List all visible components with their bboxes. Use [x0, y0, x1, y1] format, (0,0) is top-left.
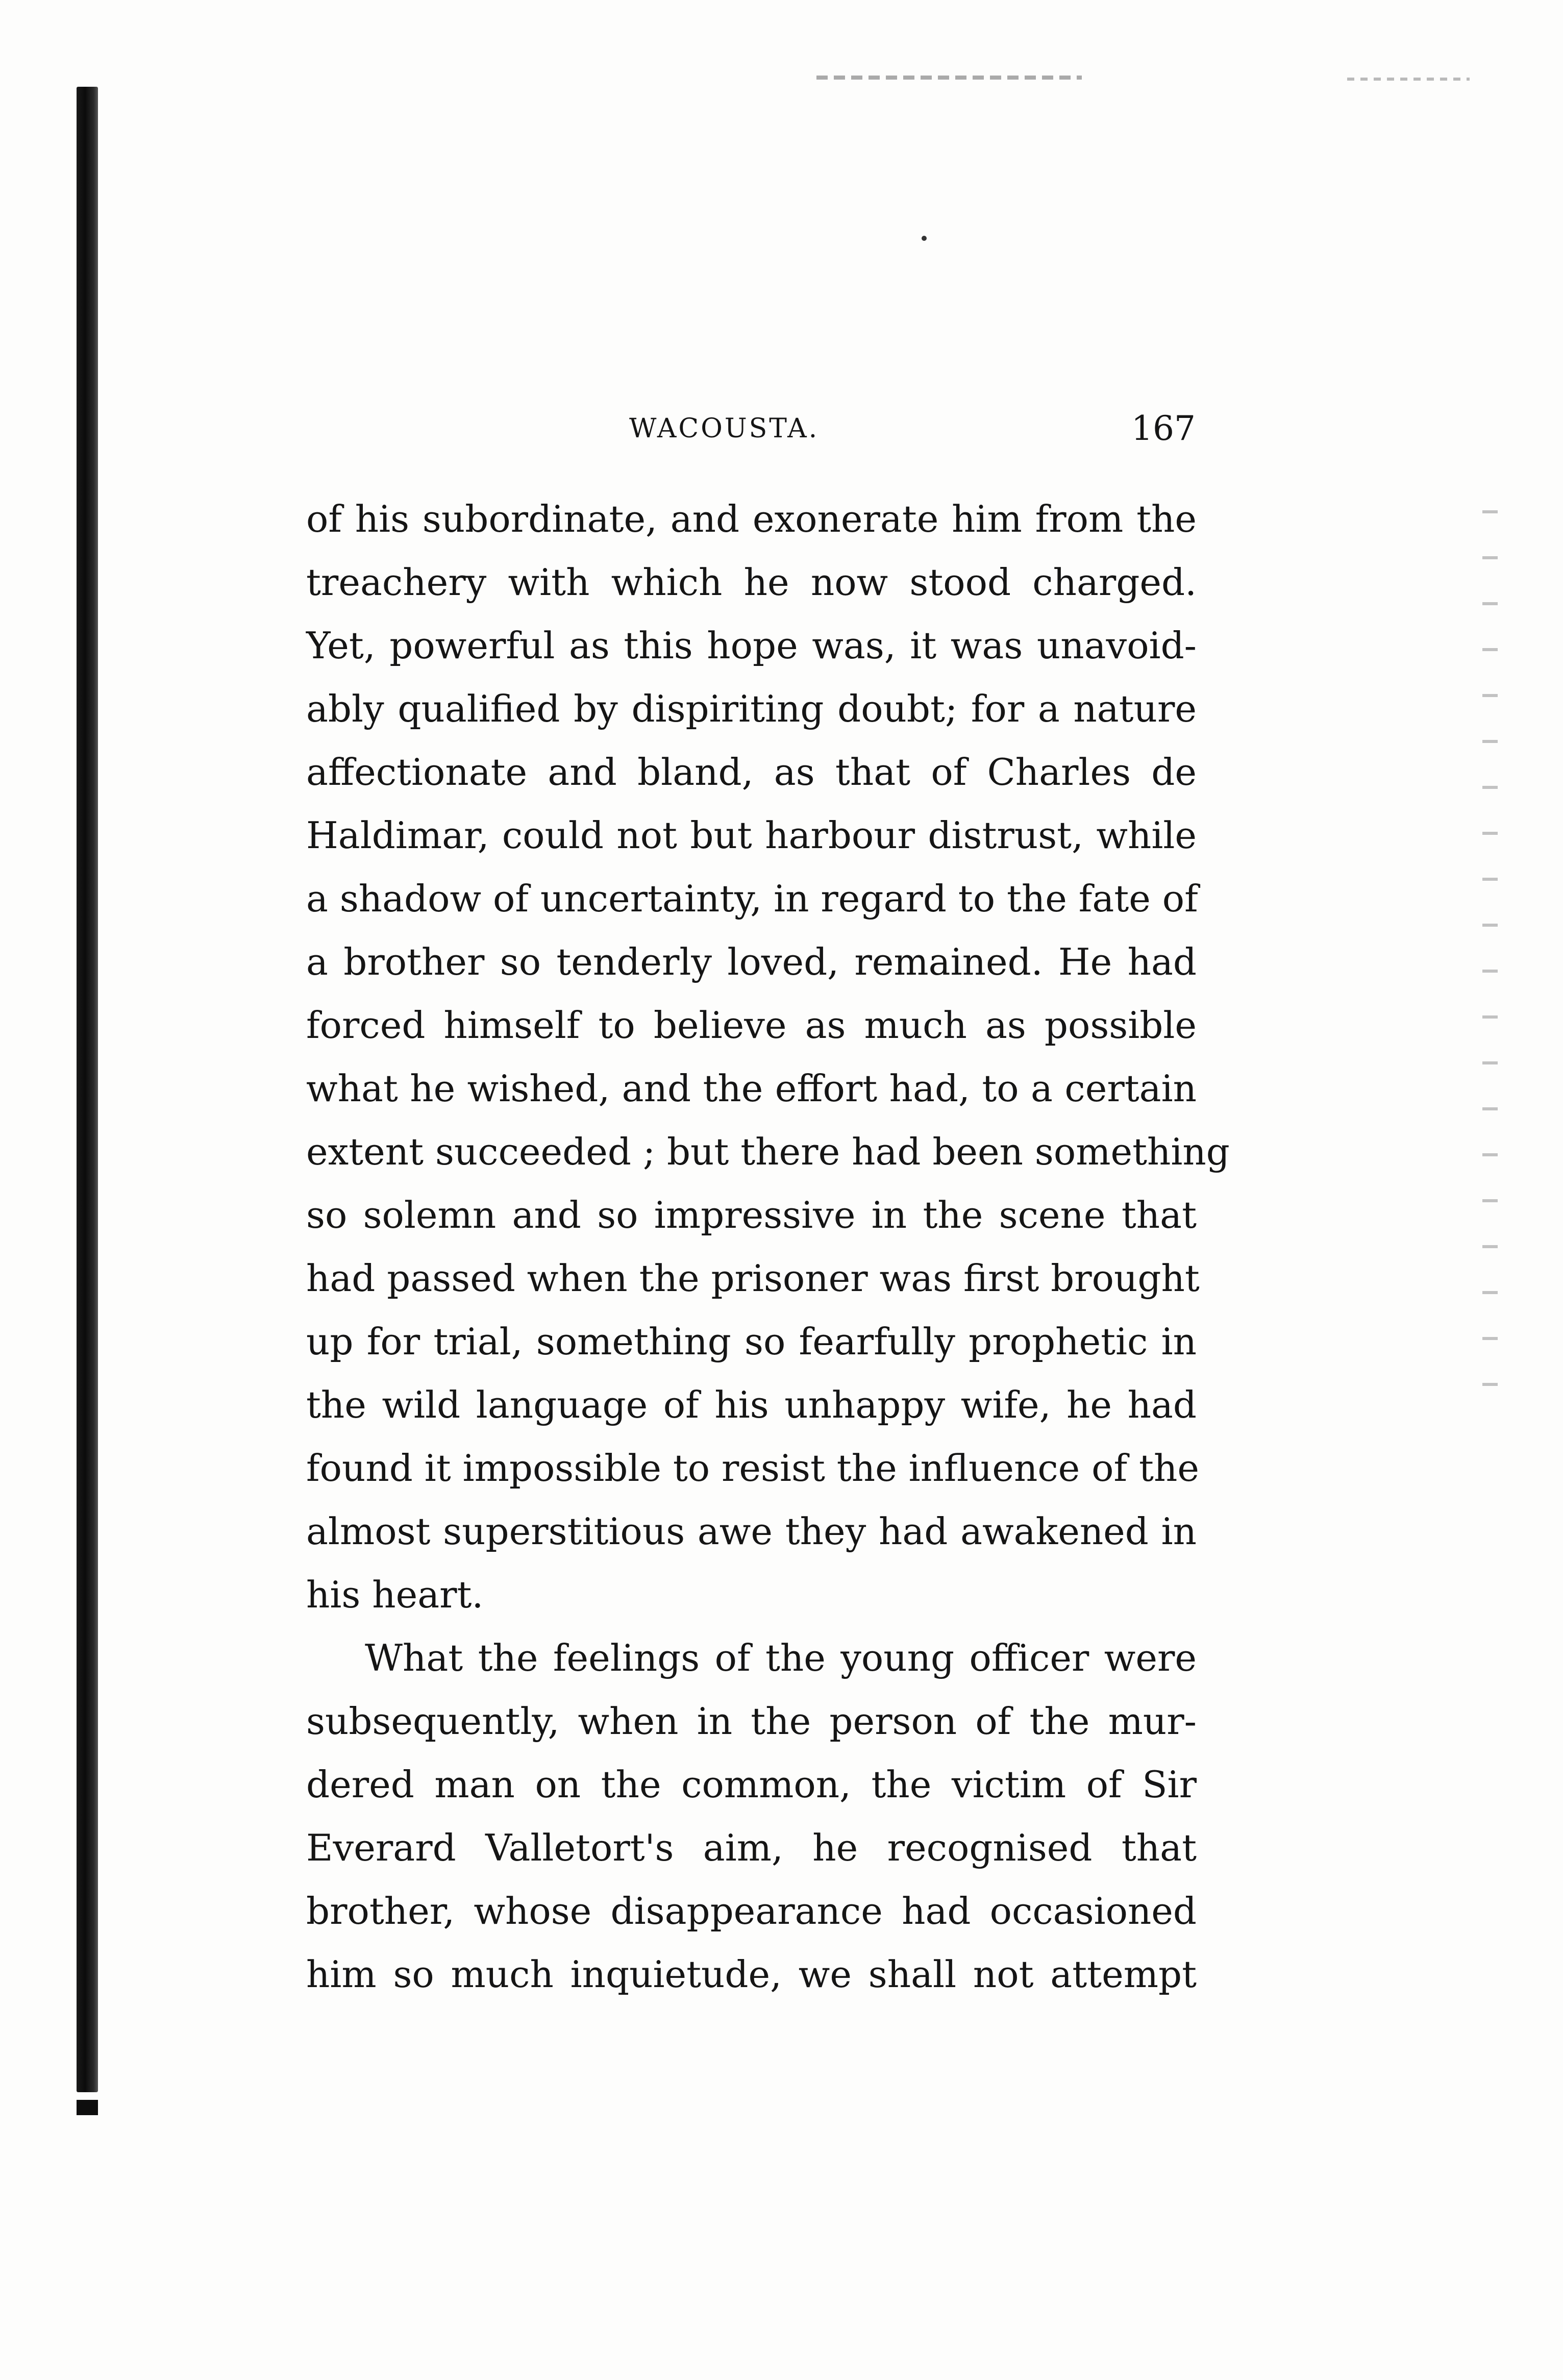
scan-speckle — [1482, 510, 1498, 1429]
text-line: Everard Valletort's aim, he recognised that — [306, 1826, 1197, 1869]
paragraph-2 — [306, 1626, 1197, 2006]
text-line: What the feelings of the young officer were — [365, 1637, 1197, 1679]
text-line: of his subordinate, and exonerate him from the — [306, 498, 1197, 540]
text-line: brother, whose disappearance had occasioned — [306, 1890, 1197, 1932]
ink-dot — [922, 236, 927, 241]
text-line: what he wished, and the effort had, to a certain — [306, 1067, 1197, 1110]
text-line: had passed when the prisoner was first brought — [306, 1257, 1200, 1300]
text-line: his heart. — [306, 1573, 484, 1616]
running-header — [629, 408, 1196, 449]
text-line: extent succeeded ; but there had been something — [306, 1130, 1230, 1173]
text-line: him so much inquietude, we shall not attempt — [306, 1953, 1197, 1996]
scan-smudge — [816, 76, 1082, 80]
body-text — [306, 487, 1230, 2006]
text-line: a shadow of uncertainty, in regard to the fate of — [306, 877, 1198, 920]
text-line: up for trial, something so fearfully prophetic in — [306, 1320, 1197, 1363]
text-line: forced himself to believe as much as possible — [306, 1004, 1197, 1047]
page-number: 167 — [1131, 409, 1196, 448]
binding-notch — [77, 2100, 98, 2115]
text-line: Haldimar, could not but harbour distrust, while — [306, 814, 1197, 857]
paragraph-1 — [306, 487, 1230, 1626]
text-line: affectionate and bland, as that of Charles de — [306, 751, 1197, 794]
running-title: WACOUSTA. — [629, 413, 820, 444]
binding-edge — [77, 87, 98, 2092]
text-line: ably qualified by dispiriting doubt; for a nature — [306, 687, 1197, 730]
text-line: so solemn and so impressive in the scene that — [306, 1194, 1197, 1236]
text-line: subsequently, when in the person of the mur- — [306, 1700, 1197, 1743]
scan-smudge — [1347, 78, 1470, 81]
text-line: Yet, powerful as this hope was, it was unavoid- — [306, 624, 1197, 667]
text-line: treachery with which he now stood charged. — [306, 561, 1197, 604]
text-line: found it impossible to resist the influence of the — [306, 1447, 1199, 1490]
text-line: almost superstitious awe they had awakened in — [306, 1510, 1197, 1553]
text-line: the wild language of his unhappy wife, he had — [306, 1383, 1197, 1426]
text-line: dered man on the common, the victim of Sir — [306, 1763, 1197, 1806]
text-line: a brother so tenderly loved, remained. He had — [306, 940, 1197, 983]
